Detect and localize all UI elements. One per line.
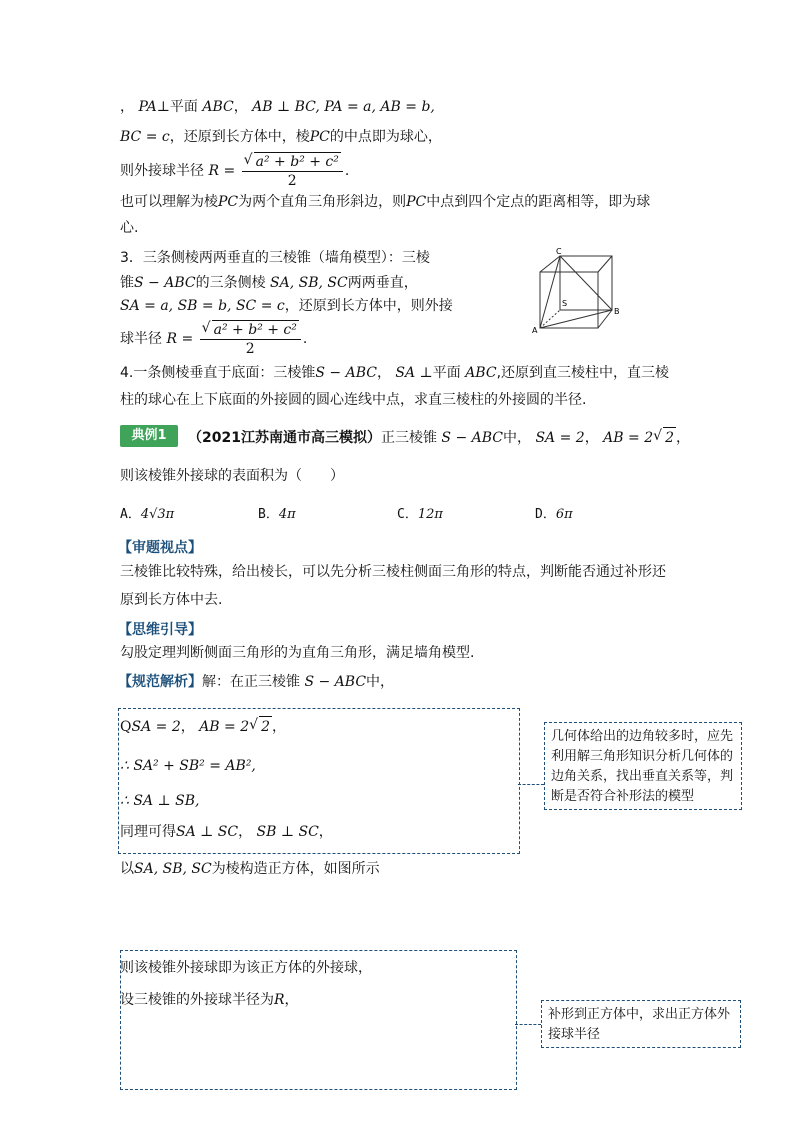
cube-label-s: S: [562, 299, 568, 308]
option-d[interactable]: D．6π: [535, 507, 573, 522]
text-line-2: BC = c，还原到长方体中，棱PC的中点即为球心，: [120, 129, 442, 145]
cube-label-c: C: [556, 247, 562, 256]
text-line-5: 心.: [120, 220, 139, 236]
solution-1-row-2: ∴ SA² + SB² = AB²,: [120, 758, 256, 774]
review-para-2: 原到长方体中去.: [120, 592, 223, 608]
text-line-3: 则外接球半径 R = √ $\frac{\text{a² + b² + c²}}{2}$ .: [120, 152, 349, 190]
cube-label-b: B: [614, 307, 620, 316]
note-box-1: 几何体给出的边角较多时，应先利用解三角形知识分析几何体的边角关系，找出垂直关系等，判断是否符合补形法的模型: [544, 722, 742, 810]
heading-analysis: 【规范解析】: [118, 674, 202, 690]
text-line-6: 3．三条侧棱两两垂直的三棱锥（墙角模型）：三棱: [120, 250, 430, 266]
example-question-line-2: 则该棱锥外接球的表面积为（ ）: [120, 468, 344, 484]
analysis-line: 【规范解析】解：在正三棱锥 S − ABC中，: [118, 674, 395, 690]
review-para-1: 三棱锥比较特殊，给出棱长，可以先分析三棱柱侧面三角形的特点，判断能否通过补形还: [120, 564, 666, 580]
solution-2-row-2: 设三棱锥的外接球半径为R，: [120, 992, 299, 1008]
option-b[interactable]: B．4π: [258, 507, 296, 522]
connector-1: [518, 784, 544, 785]
text-line-1: ， PA⊥平面 ABC， AB ⊥ BC, PA = a, AB = b,: [120, 99, 435, 115]
option-c[interactable]: C．12π: [397, 507, 443, 522]
heading-review: 【审题视点】: [118, 540, 202, 556]
solution-1-row-1: QSA = 2， AB = 2√ 2 ，: [120, 716, 286, 737]
text-line-10: 4.一条侧棱垂直于底面：三棱锥S − ABC， SA ⊥平面 ABC,还原到直三棱柱中，直三棱: [120, 365, 670, 381]
option-a[interactable]: A．4√3π: [120, 507, 175, 522]
heading-guide: 【思维引导】: [118, 622, 202, 638]
text-line-4: 也可以理解为棱PC为两个直角三角形斜边，则PC中点到四个定点的距离相等，即为球: [120, 194, 651, 210]
radius-fraction: √ $\frac{\text{a² + b² + c²}}{2}$: [242, 152, 343, 190]
example-tag: 典例1: [120, 425, 178, 447]
solution-2-row-1: 则该棱锥外接球即为该正方体的外接球，: [120, 960, 372, 976]
cube-label-a: A: [532, 326, 538, 334]
solution-1-row-4: 同理可得SA ⊥ SC， SB ⊥ SC，: [120, 824, 333, 840]
text-line-7: 锥S − ABC的三条侧棱 SA, SB, SC两两垂直，: [120, 275, 418, 291]
after-line: 以SA, SB, SC为棱构造正方体，如图所示: [120, 861, 380, 877]
text-line-11: 柱的球心在上下底面的外接圆的圆心连线中点，求直三棱柱的外接圆的半径.: [120, 392, 587, 408]
text-line-9: 球半径 R = √ $\frac{\text{a² + b² + c²}}{2}$ .: [120, 320, 307, 358]
solution-1-row-3: ∴ SA ⊥ SB,: [120, 793, 200, 809]
radius-fraction-2: √ $\frac{\text{a² + b² + c²}}{2}$: [200, 320, 301, 358]
connector-2: [515, 1024, 541, 1025]
guide-para: 勾股定理判断侧面三角形的为直角三角形，满足墙角模型.: [120, 645, 475, 661]
example-question: （2021江苏南通市高三模拟）正三棱锥 S − ABC中， SA = 2， AB = 2√ 2 ，: [188, 427, 690, 448]
text-line-8: SA = a, SB = b, SC = c，还原到长方体中，则外接: [120, 298, 453, 314]
cube-figure: [528, 244, 624, 334]
note-box-2: 补形到正方体中，求出正方体外接球半径: [541, 1000, 741, 1048]
